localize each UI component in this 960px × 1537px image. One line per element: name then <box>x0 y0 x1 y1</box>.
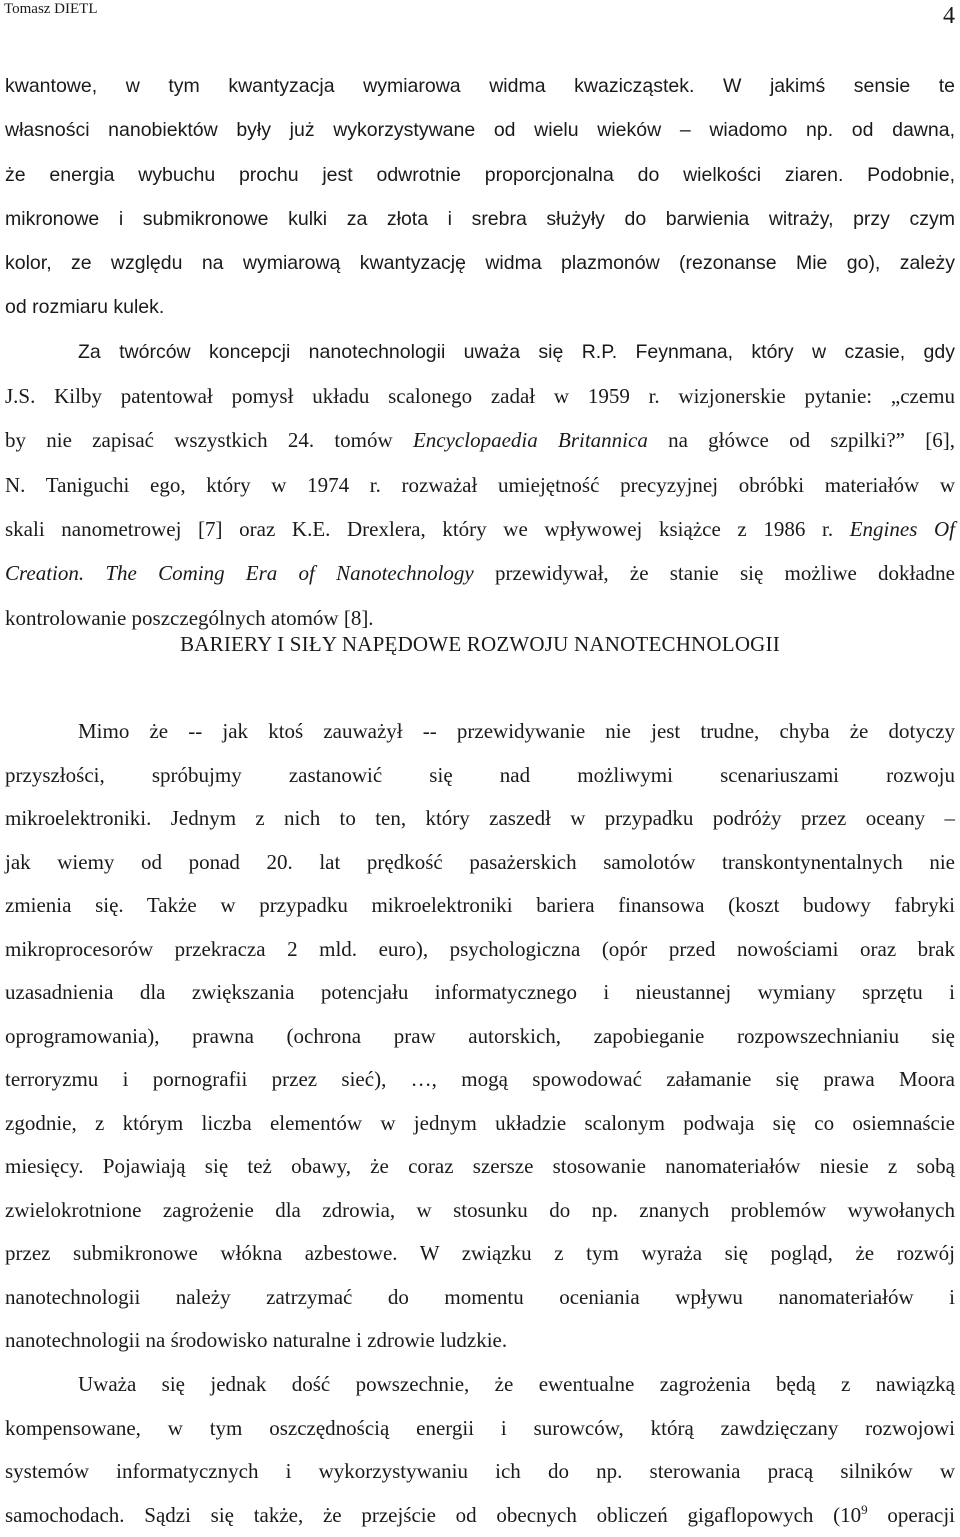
text-line: N. Taniguchi ego, który w 1974 r. rozważał umiejętność precyzyjnej obróbki materiałów w <box>5 463 955 507</box>
text-line <box>5 507 955 551</box>
italic-title: Creation. The Coming Era of Nanotechnology <box>5 561 474 585</box>
text-line <box>5 551 955 595</box>
text-segment: skali nanometrowej [7] oraz K.E. Drexlera, który we wpływowej książce z 1986 r. <box>5 517 850 541</box>
text-segment: przewidywał, że stanie się możliwe dokładne <box>474 561 955 585</box>
text-segment: na główce od szpilki?” [6], <box>648 428 955 452</box>
text-line: mikroprocesorów przekracza 2 mld. euro), psychologiczna (opór przed nowościami oraz brak <box>5 928 955 972</box>
header-author: Tomasz DIETL <box>4 0 98 18</box>
text-line: Uważa się jednak dość powszechnie, że ewentualne zagrożenia będą z nawiązką <box>5 1363 955 1407</box>
section-heading: BARIERY I SIŁY NAPĘDOWE ROZWOJU NANOTECHNOLOGII <box>0 628 960 660</box>
superscript: 9 <box>861 1502 868 1517</box>
text-line: uzasadnienia dla zwiększania potencjału informatycznego i nieustannej wymiany sprzętu i <box>5 971 955 1015</box>
text-line: oprogramowania), prawna (ochrona praw autorskich, zapobieganie rozpowszechnianiu się <box>5 1015 955 1059</box>
text-line <box>5 1494 955 1537</box>
text-segment: by nie zapisać wszystkich 24. tomów <box>5 428 413 452</box>
text-line: systemów informatycznych i wykorzystywaniu ich do np. sterowania pracą silników w <box>5 1450 955 1494</box>
text-line: kwantowe, w tym kwantyzacja wymiarowa widma kwazicząstek. W jakimś sensie te <box>5 64 955 108</box>
barriers-paragraph <box>5 710 955 1363</box>
text-segment: operacji <box>868 1503 955 1527</box>
italic-title: Encyclopaedia Britannica <box>413 428 648 452</box>
text-line: własności nanobiektów były już wykorzystywane od wielu wieków – wiadomo np. od dawna, <box>5 108 955 152</box>
text-line <box>5 418 955 462</box>
text-line: kolor, ze względu na wymiarową kwantyzację widma plazmonów (rezonanse Mie go), zależy <box>5 241 955 285</box>
text-line: kontrolowanie poszczególnych atomów [8]. <box>5 596 955 640</box>
text-line: zwielokrotnione zagrożenie dla zdrowia, w stosunku do np. znanych problemów wywołanych <box>5 1189 955 1233</box>
text-line: mikronowe i submikronowe kulki za złota i srebra służyły do barwienia witraży, przy czym <box>5 197 955 241</box>
text-line: terroryzmu i pornografii przez sieć), …, mogą spowodować załamanie się prawa Moora <box>5 1058 955 1102</box>
text-line: J.S. Kilby patentował pomysł układu scalonego zadał w 1959 r. wizjonerskie pytanie: „czemu <box>5 374 955 418</box>
intro-paragraph <box>5 64 955 640</box>
text-segment: samochodach. Sądzi się także, że przejście od obecnych obliczeń gigaflopowych (10 <box>5 1503 861 1527</box>
text-line: nanotechnologii należy zatrzymać do momentu oceniania wpływu nanomateriałów i <box>5 1276 955 1320</box>
text-line: przez submikronowe włókna azbestowe. W związku z tym wyraża się pogląd, że rozwój <box>5 1232 955 1276</box>
text-line: Mimo że -- jak ktoś zauważył -- przewidywanie nie jest trudne, chyba że dotyczy <box>5 710 955 754</box>
text-line: mikroelektroniki. Jednym z nich to ten, który zaszedł w przypadku podróży przez oceany – <box>5 797 955 841</box>
text-line: nanotechnologii na środowisko naturalne i zdrowie ludzkie. <box>5 1319 955 1363</box>
italic-title: Engines Of <box>850 517 955 541</box>
compensation-paragraph <box>5 1363 955 1537</box>
text-line: zgodnie, z którym liczba elementów w jednym układzie scalonym podwaja się co osiemnaście <box>5 1102 955 1146</box>
text-line: kompensowane, w tym oszczędnością energii i surowców, którą zawdzięczany rozwojowi <box>5 1407 955 1451</box>
text-line: Za twórców koncepcji nanotechnologii uważa się R.P. Feynmana, który w czasie, gdy <box>5 330 955 374</box>
text-line: zmienia się. Także w przypadku mikroelektroniki bariera finansowa (koszt budowy fabryki <box>5 884 955 928</box>
text-line: od rozmiaru kulek. <box>5 285 955 329</box>
text-line: miesięcy. Pojawiają się też obawy, że coraz szersze stosowanie nanomateriałów niesie z sobą <box>5 1145 955 1189</box>
text-line: przyszłości, spróbujmy zastanowić się nad możliwymi scenariuszami rozwoju <box>5 754 955 798</box>
page-number: 4 <box>943 2 955 30</box>
text-line: jak wiemy od ponad 20. lat prędkość pasażerskich samolotów transkontynentalnych nie <box>5 841 955 885</box>
text-line: że energia wybuchu prochu jest odwrotnie proporcjonalna do wielkości ziaren. Podobnie, <box>5 153 955 197</box>
